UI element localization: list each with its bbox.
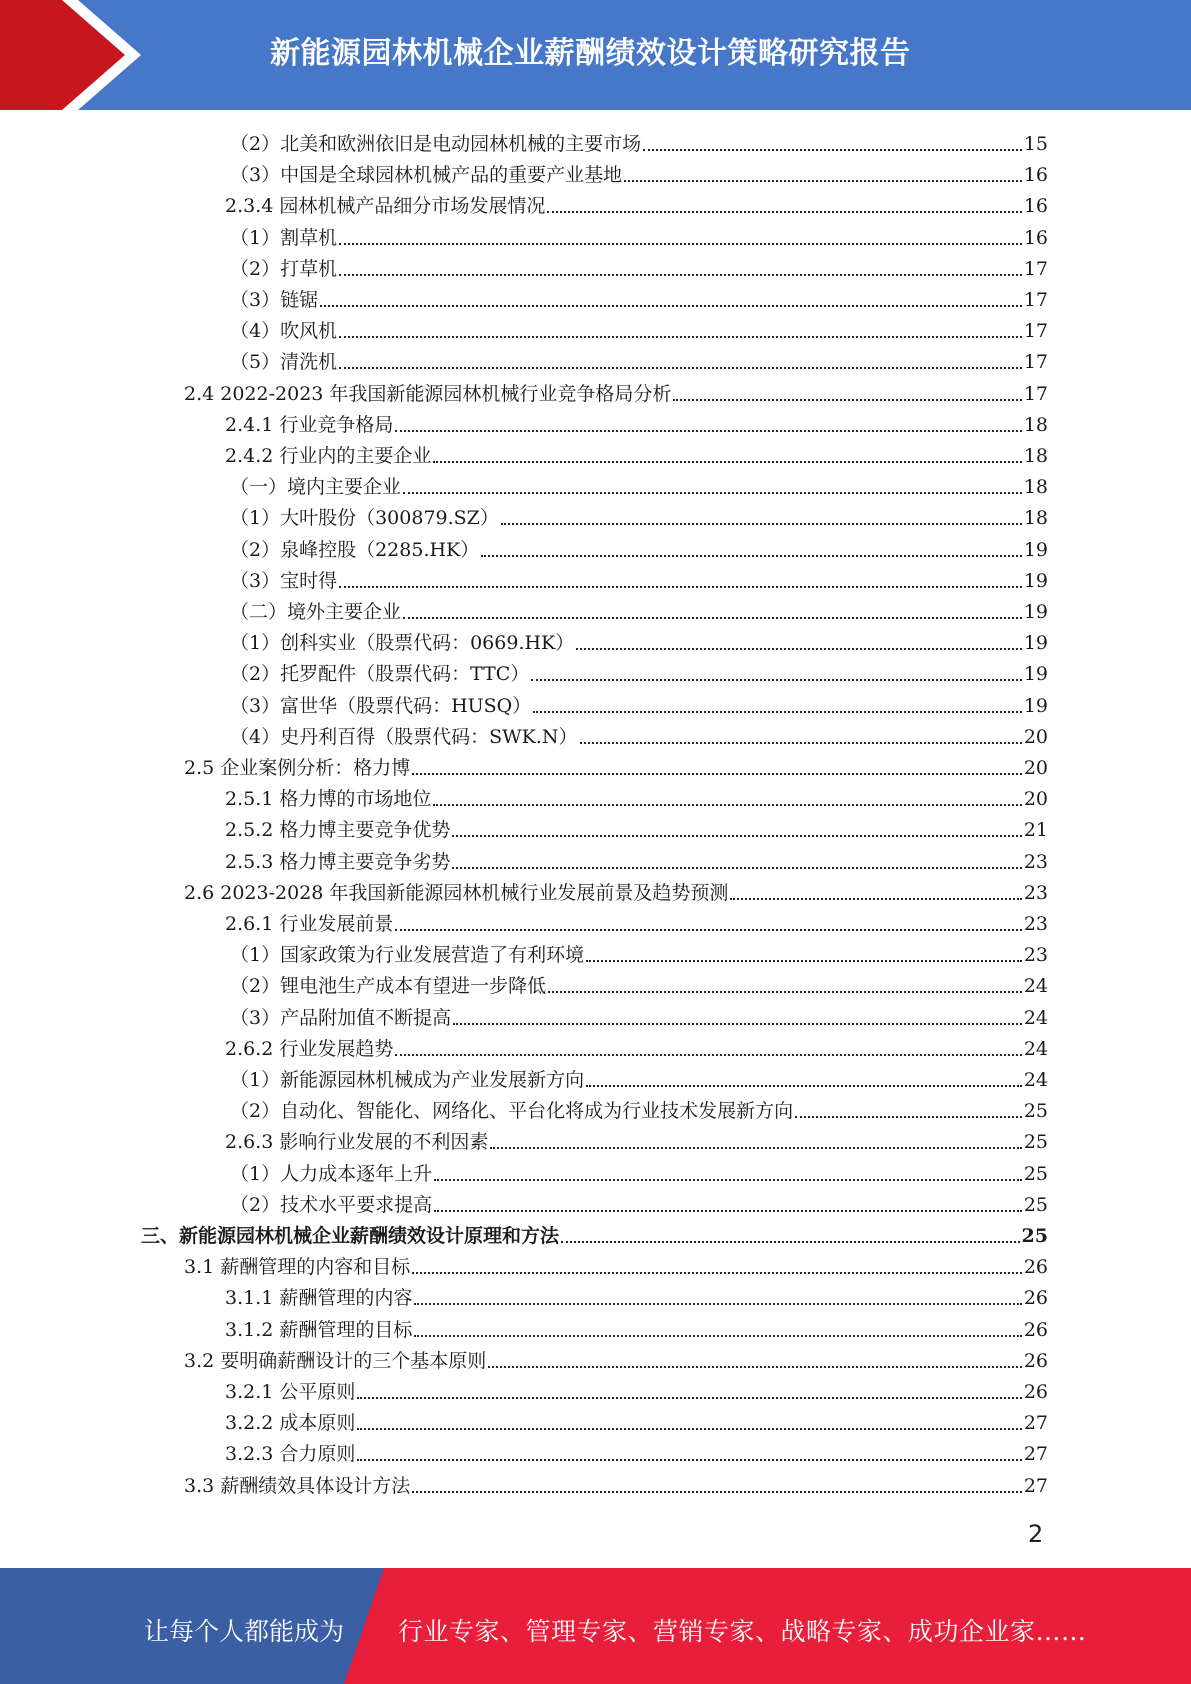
toc-dot-leader <box>547 211 1021 213</box>
toc-entry[interactable] <box>184 1470 1048 1498</box>
toc-entry-page: 18 <box>1023 445 1048 467</box>
toc-dot-leader <box>433 804 1021 806</box>
page-number: 2 <box>1028 1520 1044 1548</box>
toc-entry-label: （2）打草机 <box>230 257 338 280</box>
toc-entry-label: 3.2.3 合力原则 <box>225 1443 356 1466</box>
toc-entry-page: 19 <box>1023 538 1048 561</box>
toc-dot-leader <box>412 773 1022 775</box>
toc-entry[interactable] <box>230 222 1048 250</box>
toc-entry-label: （1）新能源园林机械成为产业发展新方向 <box>230 1069 585 1091</box>
toc-entry[interactable] <box>230 970 1048 998</box>
toc-entry-page: 19 <box>1023 569 1048 592</box>
toc-dot-leader <box>395 430 1021 432</box>
toc-entry-label: 2.6.1 行业发展前景 <box>225 913 394 935</box>
toc-entry-page: 20 <box>1023 788 1048 811</box>
toc-entry-page: 17 <box>1023 351 1048 374</box>
toc-entry-page: 26 <box>1023 1349 1048 1372</box>
toc-entry-label: （1）创科实业（股票代码：0669.HK） <box>230 632 575 655</box>
toc-dot-leader <box>320 305 1022 307</box>
toc-entry-label: （3）产品附加值不断提高 <box>230 1006 452 1029</box>
toc-dot-leader <box>403 617 1022 619</box>
toc-entry-label: 2.5 企业案例分析：格力博 <box>184 757 411 779</box>
toc-entry-label: （2）锂电池生产成本有望进一步降低 <box>230 975 547 998</box>
toc-dot-leader <box>673 399 1021 401</box>
toc-entry[interactable] <box>230 1002 1048 1030</box>
toc-entry-label: （5）清洗机 <box>230 351 338 374</box>
toc-entry-page: 19 <box>1023 694 1048 717</box>
toc-dot-leader <box>643 149 1022 151</box>
toc-entry-label: （二）境外主要企业 <box>230 601 402 623</box>
toc-dot-leader <box>414 1303 1021 1305</box>
toc-dot-leader <box>395 1054 1021 1056</box>
toc-dot-leader <box>452 867 1021 869</box>
toc-entry[interactable] <box>230 315 1048 343</box>
toc-entry-label: 2.6 2023-2028 年我国新能源园林机械行业发展前景及趋势预测 <box>184 881 729 904</box>
toc-entry[interactable] <box>225 814 1048 842</box>
toc-entry-page: 21 <box>1023 819 1048 842</box>
toc-entry-label: 2.5.1 格力博的市场地位 <box>225 788 432 811</box>
toc-entry-label: 2.4 2022-2023 年我国新能源园林机械行业竞争格局分析 <box>184 382 672 405</box>
toc-entry-page: 20 <box>1023 757 1048 779</box>
toc-entry-label: 3.2.2 成本原则 <box>225 1412 356 1435</box>
toc-entry-label: 2.4.2 行业内的主要企业 <box>225 445 432 467</box>
toc-dot-leader <box>395 929 1021 931</box>
toc-entry[interactable] <box>230 690 1048 718</box>
toc-entry-label: 3.1.1 薪酬管理的内容 <box>225 1287 413 1310</box>
toc-entry-page: 25 <box>1021 1225 1048 1247</box>
toc-entry[interactable] <box>230 596 1048 624</box>
toc-entry[interactable] <box>230 658 1048 686</box>
toc-dot-leader <box>357 1428 1021 1430</box>
header-arrow-decoration <box>0 0 170 110</box>
toc-dot-leader <box>434 1210 1022 1212</box>
toc-entry-page: 23 <box>1023 913 1048 935</box>
toc-entry[interactable] <box>225 440 1048 468</box>
toc-entry-label: 3.1 薪酬管理的内容和目标 <box>184 1256 411 1279</box>
toc-entry[interactable] <box>225 1314 1048 1342</box>
toc-entry-page: 24 <box>1023 1037 1048 1060</box>
toc-dot-leader <box>624 180 1022 182</box>
toc-dot-leader <box>548 991 1022 993</box>
toc-entry-page: 24 <box>1023 975 1048 998</box>
toc-entry-page: 26 <box>1023 1318 1048 1341</box>
toc-dot-leader <box>561 1241 1020 1243</box>
toc-entry[interactable] <box>225 1438 1048 1466</box>
toc-entry-label: 3.3 薪酬绩效具体设计方法 <box>184 1474 411 1497</box>
page-header <box>0 0 1191 110</box>
toc-entry-page: 26 <box>1023 1381 1048 1403</box>
toc-dot-leader <box>531 679 1021 681</box>
toc-dot-leader <box>339 367 1022 369</box>
toc-entry[interactable] <box>230 253 1048 281</box>
toc-entry-label: （4）史丹利百得（股票代码：SWK.N） <box>230 725 578 748</box>
toc-entry-page: 26 <box>1023 1256 1048 1279</box>
toc-entry-page: 20 <box>1023 725 1048 748</box>
footer-slogan-left: 让每个人都能成为 <box>144 1617 345 1646</box>
toc-entry[interactable] <box>184 378 1048 406</box>
toc-entry[interactable] <box>230 502 1048 530</box>
toc-entry-label: 2.5.2 格力博主要竞争优势 <box>225 819 451 842</box>
toc-entry-page: 25 <box>1023 1193 1048 1216</box>
toc-entry[interactable] <box>184 1251 1048 1279</box>
toc-entry[interactable] <box>225 1376 1048 1404</box>
toc-entry-page: 18 <box>1023 413 1048 436</box>
toc-entry-page: 19 <box>1023 663 1048 686</box>
toc-entry-label: （2）泉峰控股（2285.HK） <box>230 538 480 561</box>
toc-entry-page: 25 <box>1023 1162 1048 1185</box>
toc-entry-page: 16 <box>1023 226 1048 249</box>
toc-entry-label: （1）人力成本逐年上升 <box>230 1162 433 1185</box>
toc-entry-page: 16 <box>1023 195 1048 218</box>
toc-entry-page: 17 <box>1023 289 1048 311</box>
toc-entry[interactable] <box>230 1095 1048 1123</box>
toc-dot-leader <box>795 1116 1022 1118</box>
toc-dot-leader <box>576 648 1022 650</box>
toc-entry-label: （一）境内主要企业 <box>230 476 402 499</box>
toc-entry[interactable] <box>230 1189 1048 1217</box>
toc-entry-page: 19 <box>1023 632 1048 655</box>
toc-dot-leader <box>434 1179 1022 1181</box>
toc-dot-leader <box>481 555 1022 557</box>
toc-entry[interactable] <box>230 721 1048 749</box>
toc-entry-page: 18 <box>1023 507 1048 530</box>
toc-entry[interactable] <box>225 190 1048 218</box>
toc-entry-page: 23 <box>1023 850 1048 873</box>
toc-dot-leader <box>339 274 1022 276</box>
toc-entry-page: 16 <box>1023 164 1048 187</box>
toc-entry[interactable] <box>225 908 1048 936</box>
toc-dot-leader <box>453 1023 1022 1025</box>
toc-entry-page: 17 <box>1023 382 1048 405</box>
toc-entry-label: 2.6.3 影响行业发展的不利因素 <box>225 1131 489 1154</box>
toc-entry-page: 18 <box>1023 476 1048 499</box>
toc-entry-label: （2）托罗配件（股票代码：TTC） <box>230 663 530 686</box>
toc-entry-page: 26 <box>1023 1287 1048 1310</box>
footer-slogan-right: 行业专家、管理专家、营销专家、战略专家、成功企业家…… <box>398 1617 1087 1646</box>
toc-entry-label: 3.1.2 薪酬管理的目标 <box>225 1318 413 1341</box>
toc-entry-label: （3）链锯 <box>230 289 319 311</box>
toc-entry-label: 3.2 要明确薪酬设计的三个基本原则 <box>184 1349 487 1372</box>
document-title: 新能源园林机械企业薪酬绩效设计策略研究报告 <box>270 36 911 71</box>
toc-dot-leader <box>339 336 1022 338</box>
toc-dot-leader <box>452 835 1021 837</box>
toc-entry-page: 19 <box>1023 601 1048 623</box>
toc-dot-leader <box>357 1397 1021 1399</box>
toc-entry[interactable] <box>141 1220 1048 1248</box>
toc-entry-page: 27 <box>1023 1474 1048 1497</box>
toc-entry[interactable] <box>225 846 1048 874</box>
toc-entry[interactable] <box>230 534 1048 562</box>
toc-entry[interactable] <box>225 783 1048 811</box>
toc-entry-label: （1）割草机 <box>230 226 338 249</box>
toc-dot-leader <box>357 1459 1021 1461</box>
toc-entry-label: 3.2.1 公平原则 <box>225 1381 356 1403</box>
toc-entry-page: 27 <box>1023 1443 1048 1466</box>
toc-entry-label: （3）宝时得 <box>230 569 338 592</box>
toc-entry[interactable] <box>230 939 1048 967</box>
toc-entry-label: 三、新能源园林机械企业薪酬绩效设计原理和方法 <box>141 1225 560 1247</box>
toc-entry-label: （1）国家政策为行业发展营造了有利环境 <box>230 944 585 967</box>
toc-entry[interactable] <box>230 128 1048 156</box>
toc-entry-page: 27 <box>1023 1412 1048 1435</box>
toc-entry-label: （2）自动化、智能化、网络化、平台化将成为行业技术发展新方向 <box>230 1100 794 1123</box>
toc-dot-leader <box>580 742 1022 744</box>
toc-dot-leader <box>586 960 1022 962</box>
toc-entry-label: 2.6.2 行业发展趋势 <box>225 1037 394 1060</box>
toc-entry[interactable] <box>230 1064 1048 1092</box>
toc-entry-page: 25 <box>1023 1131 1048 1154</box>
toc-entry[interactable] <box>184 1345 1048 1373</box>
toc-entry[interactable] <box>230 471 1048 499</box>
toc-dot-leader <box>490 1147 1021 1149</box>
toc-entry[interactable] <box>225 409 1048 437</box>
toc-entry[interactable] <box>184 752 1048 780</box>
toc-entry[interactable] <box>230 1158 1048 1186</box>
toc-entry-label: （3）中国是全球园林机械产品的重要产业基地 <box>230 164 623 187</box>
toc-entry-label: 2.3.4 园林机械产品细分市场发展情况 <box>225 195 546 218</box>
toc-dot-leader <box>730 898 1021 900</box>
toc-entry-label: （2）技术水平要求提高 <box>230 1193 433 1216</box>
toc-entry[interactable] <box>225 1407 1048 1435</box>
toc-entry[interactable] <box>230 565 1048 593</box>
toc-entry-page: 24 <box>1023 1006 1048 1029</box>
toc-entry[interactable] <box>225 1282 1048 1310</box>
toc-entry-label: 2.4.1 行业竞争格局 <box>225 413 394 436</box>
toc-entry-page: 17 <box>1023 320 1048 343</box>
toc-dot-leader <box>501 523 1022 525</box>
toc-entry[interactable] <box>225 1033 1048 1061</box>
toc-dot-leader <box>533 711 1022 713</box>
toc-entry[interactable] <box>225 1126 1048 1154</box>
toc-entry-label: （3）富世华（股票代码：HUSQ） <box>230 694 532 717</box>
toc-entry-label: （1）大叶股份（300879.SZ） <box>230 507 499 530</box>
toc-entry-page: 17 <box>1023 257 1048 280</box>
toc-dot-leader <box>414 1335 1021 1337</box>
toc-entry[interactable] <box>184 877 1048 905</box>
toc-entry[interactable] <box>230 159 1048 187</box>
toc-dot-leader <box>488 1366 1022 1368</box>
toc-entry[interactable] <box>230 627 1048 655</box>
toc-dot-leader <box>339 243 1022 245</box>
toc-entry-label: （4）吹风机 <box>230 320 338 343</box>
toc-entry-page: 25 <box>1023 1100 1048 1123</box>
toc-entry-page: 23 <box>1023 944 1048 967</box>
toc-entry-label: （2）北美和欧洲依旧是电动园林机械的主要市场 <box>230 133 642 155</box>
toc-dot-leader <box>412 1272 1022 1274</box>
toc-dot-leader <box>412 1491 1022 1493</box>
page-footer <box>0 1568 1191 1684</box>
toc-entry[interactable] <box>230 284 1048 312</box>
toc-dot-leader <box>586 1085 1022 1087</box>
toc-dot-leader <box>403 492 1022 494</box>
toc-dot-leader <box>339 586 1022 588</box>
toc-dot-leader <box>433 461 1021 463</box>
toc-entry-label: 2.5.3 格力博主要竞争劣势 <box>225 850 451 873</box>
toc-entry-page: 24 <box>1023 1069 1048 1091</box>
toc-entry[interactable] <box>230 346 1048 374</box>
toc-entry-page: 23 <box>1023 881 1048 904</box>
toc-entry-page: 15 <box>1023 133 1048 155</box>
